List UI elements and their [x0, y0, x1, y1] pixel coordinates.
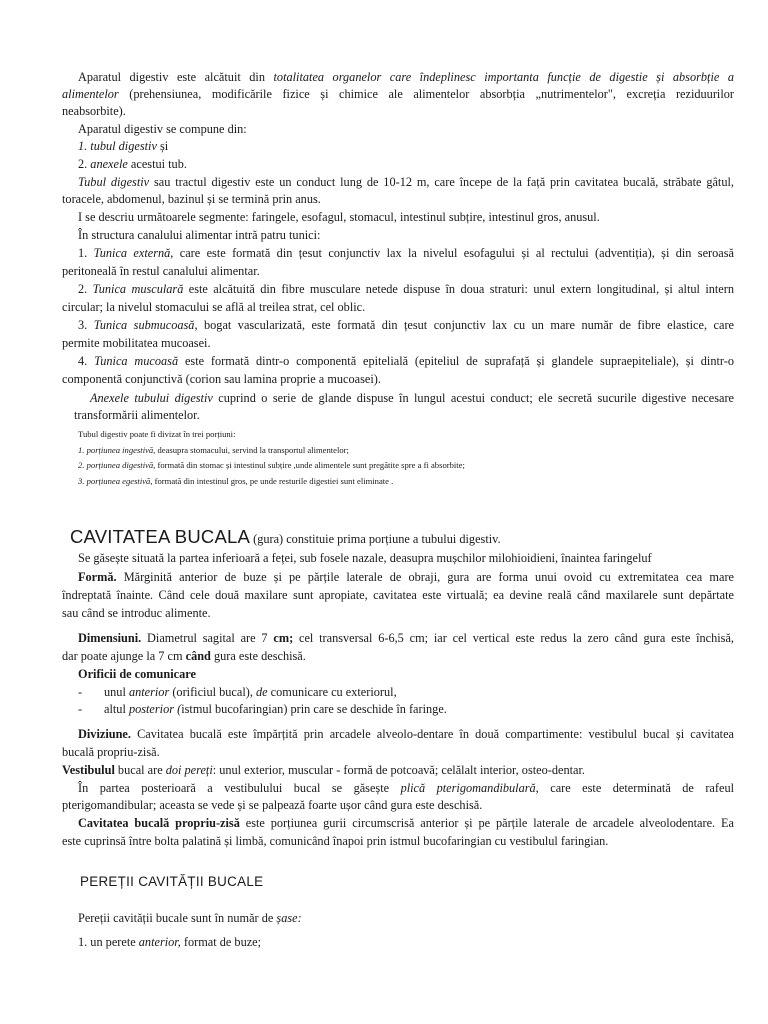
- perete-anterior-line: 1. un perete anterior, format de buze;: [78, 935, 262, 949]
- tunics-intro: În structura canalului alimentar intră patru tunici:: [78, 228, 321, 242]
- situated-line: Se găsește situată la partea inferioară a feței, sub fosele nazale, deasupra mușchilor milohioidieni, înaintea faringeluf: [78, 551, 652, 565]
- small-note-title: Tubul digestiv poate fi divizat în trei porțiuni:: [78, 429, 236, 439]
- tub-line-1: Tubul digestiv sau tractul digestiv este un conduct lung de 10-12 m, care începe de la față prin cavitatea bucală, străbate gâtul,: [78, 175, 734, 189]
- section-heading-peretii: PEREȚII CAVITĂȚII BUCALE: [80, 874, 264, 889]
- orificiu-anterior: - unul anterior (orificiul bucal), de comunicare cu exteriorul,: [78, 685, 397, 699]
- vestibul-line: Vestibulul bucal are doi pereți: unul exterior, muscular - formă de potcoavă; celălalt interior, osteo-dentar.: [62, 763, 585, 777]
- section-heading-cavitatea: CAVITATEA BUCALA (gura) constituie prima porțiune a tubului digestiv.: [70, 526, 501, 547]
- segments-line: I se descriu următoarele segmente: faringele, esofagul, stomacul, intestinul subțire, intestinul gros, anusul.: [78, 210, 600, 224]
- small-note-2: 2. porțiunea digestivă, formată din stomac și intestinul subțire ,unde alimentele sunt pregătite spre a fi absorbite;: [78, 460, 465, 470]
- dim-line-1: Dimensiuni. Diametrul sagital are 7 cm; cel transversal 6-6,5 cm; iar cel vertical este redus la zero când gura este închisă,: [78, 631, 734, 645]
- forma-line-1: Formă. Mărginită anterior de buze și pe părțile laterale de obraji, gura are forma unui ovoid cu extremitatea cea mare: [78, 570, 734, 584]
- dim-line-2: dar poate ajunge la 7 cm când gura este deschisă.: [62, 649, 306, 663]
- tunic-1-line-1: 1. Tunica externă, care este formată din țesut conjunctiv lax la nivelul esofagului și al rectului (adventiția), și din seroasă: [78, 246, 734, 260]
- tunic-3-line-1: 3. Tunica submucoasă, bogat vascularizată, este formată din țesut conjunctiv lax cu un mare număr de fibre elastice, care: [78, 318, 734, 332]
- forma-line-3: sau când se introduc alimente.: [62, 606, 211, 620]
- diviziune-line-2: bucală propriu-zisă.: [62, 745, 160, 759]
- small-note-3: 3. porțiunea egestivă, formată din intestinul gros, pe unde resturile digestiei sunt eliminate .: [78, 476, 394, 486]
- proprie-line-2: este cuprinsă între bolta palatină și limbă, comunicând înapoi prin istmul bucofaringian cu vestibulul faringian.: [62, 834, 609, 848]
- tunic-3-line-2: permite mobilitatea mucoasei.: [62, 336, 211, 350]
- orificiu-posterior: - altul posterior (istmul bucofaringian) prin care se deschide în faringe.: [78, 702, 447, 716]
- tunic-4-line-2: componentă conjunctivă (corion sau lamina proprie a mucoasei).: [62, 372, 381, 386]
- posterior-line-2: pterigomandibular; aceasta se vede și se palpează foarte ușor când gura este deschisă.: [62, 798, 483, 812]
- tunic-4-line-1: 4. Tunica mucoasă este formată dintr-o componentă epitelială (epiteliul de suprafață și glandele supraepiteliale), și dintr-o: [78, 354, 734, 368]
- small-note-1: 1. porțiunea ingestivă, deasupra stomacului, servind la transportul alimentelor;: [78, 445, 349, 455]
- compose-line: Aparatul digestiv se compune din:: [78, 122, 247, 136]
- tunic-2-line-2: circular; la nivelul stomacului se află al treilea strat, cel oblic.: [62, 300, 366, 314]
- intro-line-1: Aparatul digestiv este alcătuit din totalitatea organelor care îndeplinesc importanta funcție de digestie și absorbție a: [78, 70, 734, 84]
- tunic-1-line-2: peritoneală în restul canalului alimentar.: [62, 264, 260, 278]
- intro-line-3: neabsorbite).: [62, 104, 126, 118]
- forma-line-2: îndreptată înainte. Când cele două maxilare sunt apropiate, cavitatea este virtuală; ea devine reală când maxilarele sunt depărtate: [62, 588, 734, 602]
- posterior-line-1: În partea posterioară a vestibulului bucal se găsește plică pterigomandibulară, care este determinată de rafeul: [78, 781, 734, 795]
- orificii-title: Orificii de comunicare: [78, 667, 196, 681]
- list-item-1: 1. tubul digestiv și: [78, 139, 169, 153]
- list-item-2: 2. anexele acestui tub.: [78, 157, 187, 171]
- intro-line-2: alimentelor (prehensiunea, modificările fizice și chimice ale alimentelor absorbția „nutrimentelor", excreția reziduurilor: [62, 87, 734, 101]
- tub-line-2: toracele, abdomenul, bazinul și se termină prin anus.: [62, 192, 321, 206]
- tunic-2-line-1: 2. Tunica musculară este alcătuită din fibre musculare netede dispuse în doua straturi: unul extern longitudinal, și altul intern: [78, 282, 734, 296]
- diviziune-line-1: Diviziune. Cavitatea bucală este împărțită prin arcadele alveolo-dentare în două compartimente: vestibulul bucal și cavitatea: [78, 727, 734, 741]
- proprie-line-1: Cavitatea bucală propriu-zisă este porțiunea gurii circumscrisă anterior și pe părțile laterale de arcadele alveolodentare. Ea: [78, 816, 734, 830]
- anexe-line-1: Anexele tubului digestiv cuprind o serie de glande dispuse în lungul acestui conduct; ele secretă sucurile digestive necesare: [90, 391, 734, 405]
- peretii-count-line: Pereții cavității bucale sunt în număr de șase:: [78, 911, 302, 925]
- anexe-line-2: transformării alimentelor.: [74, 408, 200, 422]
